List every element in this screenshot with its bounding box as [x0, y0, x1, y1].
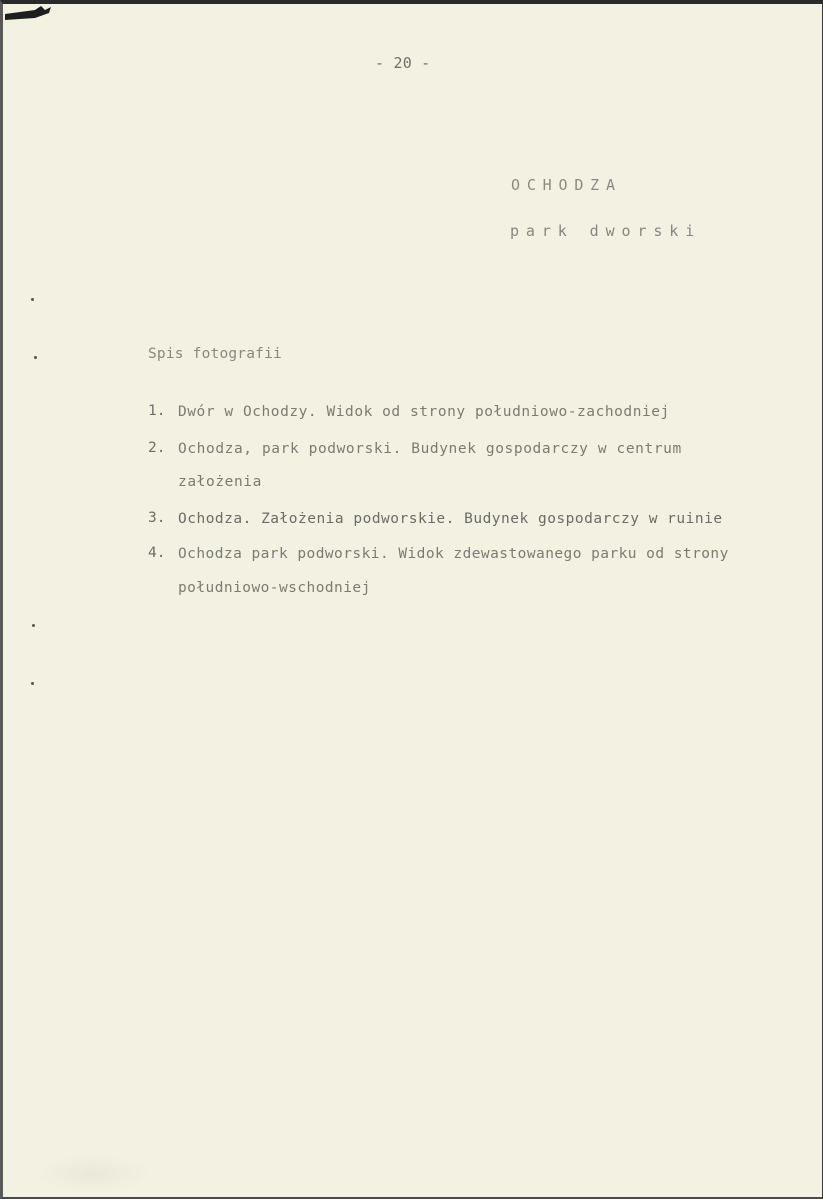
paper-stain [33, 1154, 153, 1194]
list-item-number: 3. [148, 510, 166, 526]
list-item-text-continued: założenia [178, 474, 262, 490]
list-item-number: 4. [148, 545, 166, 561]
list-item-number: 1. [148, 403, 166, 419]
document-subtitle: park dworski [510, 222, 702, 240]
corner-smudge-mark [5, 4, 53, 22]
list-item-number: 2. [148, 440, 166, 456]
photo-list-heading: Spis fotografii [148, 346, 282, 362]
list-item-text: Ochodza, park podworski. Budynek gospodarczy w centrum [178, 441, 682, 457]
margin-speck [34, 356, 37, 359]
margin-speck [31, 682, 34, 685]
list-item-text-continued: południowo-wschodniej [178, 580, 371, 596]
margin-speck [32, 624, 35, 627]
list-item-text: Ochodza. Założenia podworskie. Budynek gospodarczy w ruinie [178, 511, 723, 527]
document-title: OCHODZA [511, 176, 622, 194]
margin-speck [31, 298, 34, 301]
page-number: - 20 - [375, 54, 431, 72]
list-item-text: Ochodza park podworski. Widok zdewastowanego parku od strony [178, 546, 729, 562]
list-item-text: Dwór w Ochodzy. Widok od strony południowo-zachodniej [178, 404, 670, 420]
